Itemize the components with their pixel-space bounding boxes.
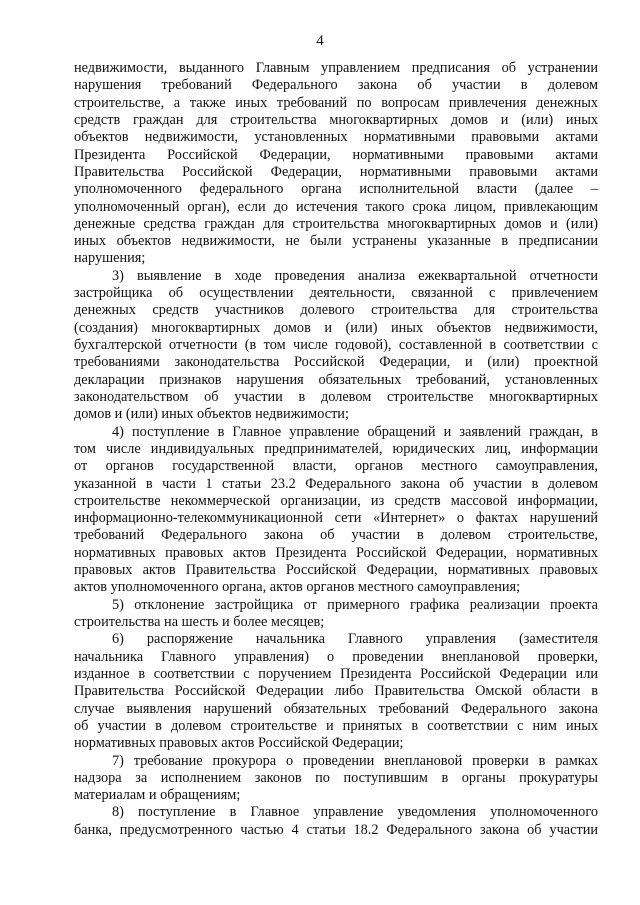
page-number: 4 [316, 33, 324, 49]
text-line: Правительства Российской Федерации либо Правительства Омской области в [74, 683, 598, 700]
text-line: средств граждан для строительства многоквартирных домов и (или) иных [74, 111, 598, 128]
text-line: нормативных правовых актов Российской Федерации; [74, 735, 404, 752]
text-line: 8) поступление в Главное управление уведомления уполномоченного [112, 804, 598, 821]
text-line: домов и (или) иных объектов недвижимости; [74, 406, 349, 423]
text-line: денежные средства граждан для строительства многоквартирных домов и (или) [74, 215, 598, 232]
text-line: актов уполномоченного органа, актов органов местного самоуправления; [74, 579, 521, 596]
text-line: нарушения; [74, 250, 146, 267]
text-line: недвижимости, выданного Главным управлением предписания об устранении [74, 60, 598, 76]
text-line: строительстве, а также иных требований по вопросам привлечения денежных [74, 94, 598, 111]
text-line: нормативных правовых актов Президента Российской Федерации, нормативных [74, 544, 598, 561]
text-line: начальника Главного управления) о проведении внеплановой проверки, [74, 648, 598, 665]
text-line: 4) поступление в Главное управление обращений и заявлений граждан, в [112, 423, 598, 440]
text-line: Правительства Российской Федерации, нормативными правовыми актами [74, 163, 598, 180]
text-line: изданное в соответствии с поручением Президента Российской Федерации или [74, 665, 598, 682]
text-line: банка, предусмотренного частью 4 статьи 18.2 Федерального закона об участии [74, 821, 598, 838]
text-line: денежных средств участников долевого строительства для строительства [74, 302, 598, 319]
text-line: том числе индивидуальных предпринимателей, юридических лиц, информации [74, 440, 598, 457]
text-line: надзора за исполнением законов по поступившим в органы прокуратуры [74, 769, 598, 786]
text-line: уполномоченный орган), если до истечения такого срока лицом, привлекающим [74, 198, 598, 215]
text-line: указанной в части 1 статьи 23.2 Федерального закона об участии в долевом [74, 475, 598, 492]
text-line: случае выявления нарушений обязательных требований Федерального закона [74, 700, 598, 717]
document-body [74, 60, 598, 839]
text-line: законодательством об участии в долевом строительстве многоквартирных [74, 388, 598, 405]
text-line: правовых актов Правительства Российской Федерации, нормативных правовых [74, 562, 598, 579]
text-line: строительства на шесть и более месяцев; [74, 614, 325, 630]
text-line: материалам и обращениям; [74, 787, 241, 804]
text-line: информационно-телекоммуникационной сети «Интернет» о фактах нарушений [74, 510, 598, 527]
text-line: Президента Российской Федерации, нормативными правовыми актами [74, 146, 598, 163]
text-line: 6) распоряжение начальника Главного управления (заместителя [112, 631, 598, 648]
text-line: (создания) многоквартирных домов и (или) иных объектов недвижимости, [74, 319, 598, 336]
text-line: требований Федерального закона об участии в долевом строительстве, [74, 527, 598, 544]
text-line: уполномоченного федерального органа исполнительной власти (далее – [74, 181, 598, 198]
text-line: строительстве некоммерческой организации, из средств массовой информации, [74, 492, 598, 509]
text-line: нарушения требований Федерального закона об участии в долевом [74, 77, 598, 94]
text-line: требованиями законодательства Российской Федерации, и (или) проектной [74, 354, 598, 371]
text-line: от органов государственной власти, органов местного самоуправления, [74, 458, 598, 475]
text-line: объектов недвижимости, установленных нормативными правовыми актами [74, 129, 598, 146]
text-line: 3) выявление в ходе проведения анализа ежеквартальной отчетности [112, 267, 598, 284]
text-line: об участии в долевом строительстве и принятых в соответствии с ним иных [74, 717, 598, 734]
text-line: 7) требование прокурора о проведении внеплановой проверки в рамках [112, 752, 598, 769]
text-line: декларации признаков нарушения обязательных требований, установленных [74, 371, 598, 388]
text-line: застройщика об осуществлении деятельности, связанной с привлечением [74, 285, 598, 302]
text-line: иных объектов недвижимости, не были устранены указанные в предписании [74, 233, 598, 250]
text-line: 5) отклонение застройщика от примерного графика реализации проекта [112, 596, 598, 613]
text-line: бухгалтерской отчетности (в том числе годовой), составленной в соответствии с [74, 337, 598, 353]
